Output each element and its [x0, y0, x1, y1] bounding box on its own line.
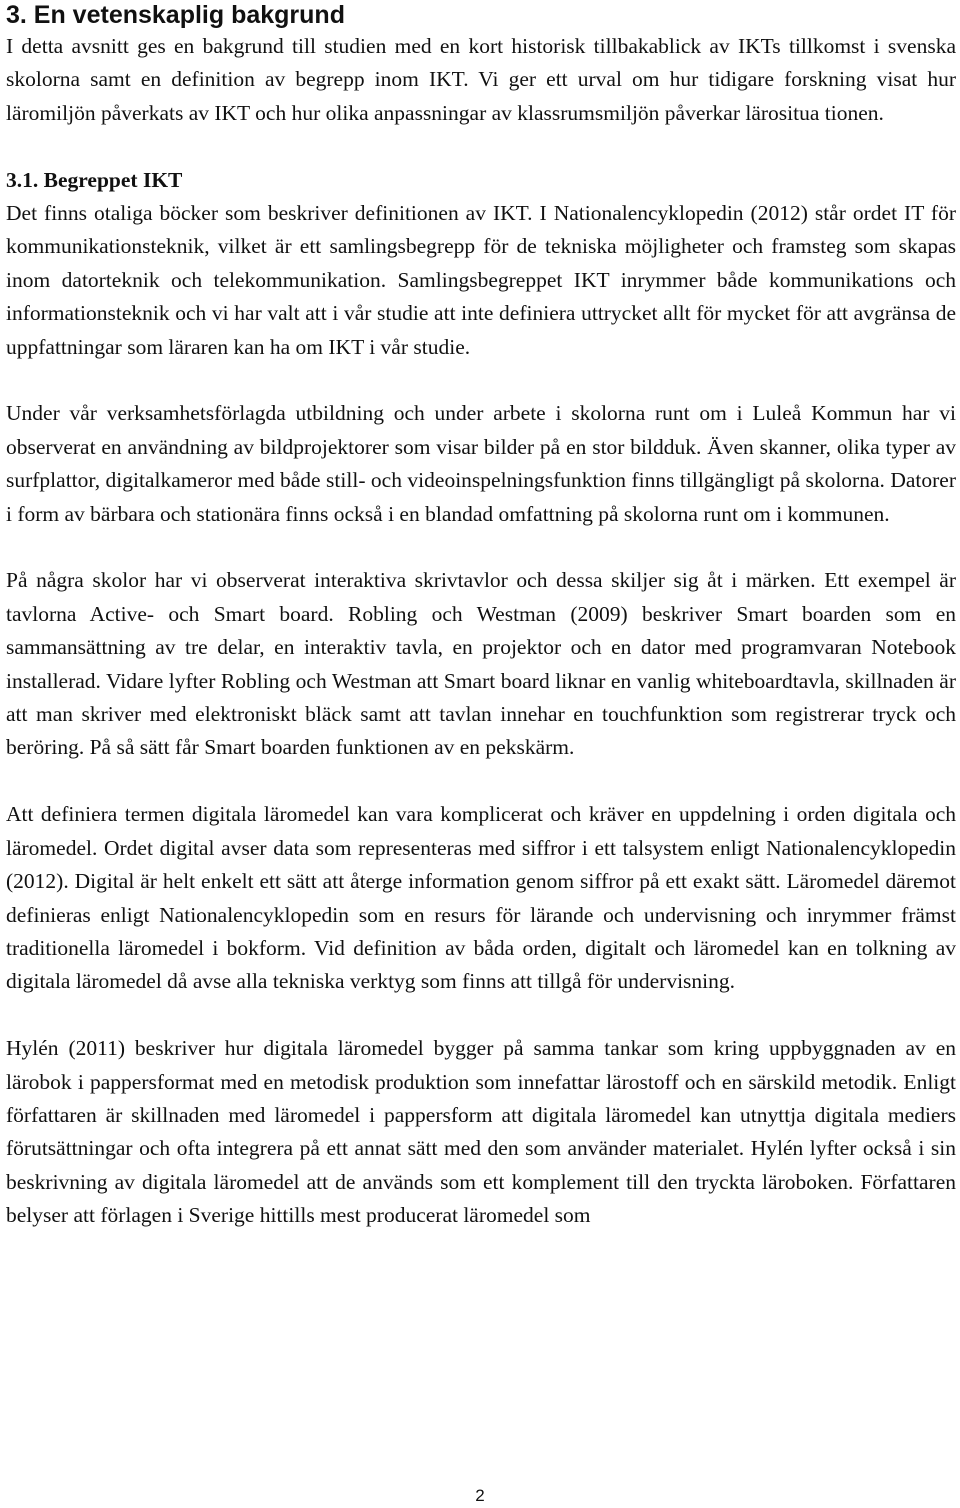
paragraph-spacer — [6, 130, 956, 163]
subsection-heading: 3.1. Begreppet IKT — [6, 167, 183, 192]
body-paragraph-5: Hylén (2011) beskriver hur digitala läromedel bygger på samma tankar som kring uppbyggnaden av en lärobok i pappersformat med en metodisk produktion som innefattar lärostoff och en särskild metodik. Enligt författaren är skillnaden med läromedel i pappersform att digitala läromedel kan utnyttja digitala mediers förutsättningar och ofta integrera på ett annat sätt med den som använder materialet. Hylén lyfter också i sin beskrivning av digitala läromedel att de används som ett komplement till den tryckta läroboken. Författaren belyser att förlagen i Sverige hittills mest producerat läromedel som — [6, 1036, 956, 1228]
paragraph-spacer — [6, 531, 956, 564]
paragraph-spacer — [6, 364, 956, 397]
body-paragraph-1: Det finns otaliga böcker som beskriver definitionen av IKT. I Nationalencyklopedin (2012) står ordet IT för kommunikationsteknik, vilket är ett samlingsbegrepp för de tekniska möjligheter och framsteg som skapas inom datorteknik och telekommunikation. Samlingsbegreppet IKT inrymmer både kommunikations och informationsteknik och vi har valt att i vår studie att inte definiera uttrycket allt för mycket för att avgränsa de uppfattningar som läraren kan ha om IKT i vår studie. — [6, 201, 956, 359]
page-number: 2 — [475, 1486, 485, 1505]
section-intro-paragraph: I detta avsnitt ges en bakgrund till studien med en kort historisk tillbakablick av IKTs tillkomst i svenska skolorna samt en definition av begrepp inom IKT. Vi ger ett urval om hur tidigare forskning visat hur läromiljön påverkats av IKT och hur olika anpassningar av klassrumsmiljön påverkar lärositua tionen. — [6, 34, 956, 125]
body-paragraph-3: På några skolor har vi observerat interaktiva skrivtavlor och dessa skiljer sig åt i märken. Ett exempel är tavlorna Active- och Smart board. Robling och Westman (2009) beskriver Smart boarden som en sammansättning av tre delar, en interaktiv tavla, en projektor och en dator med programvaran Notebook installerad. Vidare lyfter Robling och Westman att Smart board liknar en vanlig whiteboardtavla, skillnaden är att man skriver med elektroniskt bläck samt att tavlan innehar en touchfunktion som registrerar tryck och beröring. På så sätt får Smart boarden funktionen av en pekskärm. — [6, 568, 956, 760]
paragraph-spacer — [6, 765, 956, 798]
body-paragraph-2: Under vår verksamhetsförlagda utbildning och under arbete i skolorna runt om i Luleå Kommun har vi observerat en användning av bildprojektorer som visar bilder på en stor bildduk. Även skanner, olika typer av surfplattor, digitalkameror med både still- och videoinspelningsfunktion finns tillgängligt på skolorna. Datorer i form av bärbara och stationära finns också i en blandad omfattning på skolorna runt om i kommunen. — [6, 401, 956, 526]
paragraph-spacer — [6, 999, 956, 1032]
section-heading: 3. En vetenskaplig bakgrund — [6, 1, 345, 29]
body-paragraph-4: Att definiera termen digitala läromedel kan vara komplicerat och kräver en uppdelning i orden digitala och läromedel. Ordet digital avser data som representeras med siffror i ett talsystem enligt Nationalencyklopedin (2012). Digital är helt enkelt ett sätt att återge information genom siffror på ett exakt sätt. Läromedel däremot definieras enligt Nationalencyklopedin som en resurs för lärande och undervisning och inrymmer främst traditionella läromedel i bokform. Vid definition av båda orden, digitalt och läromedel kan en tolkning av digitala läromedel då avse alla tekniska verktyg som finns att tillgå för undervisning. — [6, 802, 956, 994]
